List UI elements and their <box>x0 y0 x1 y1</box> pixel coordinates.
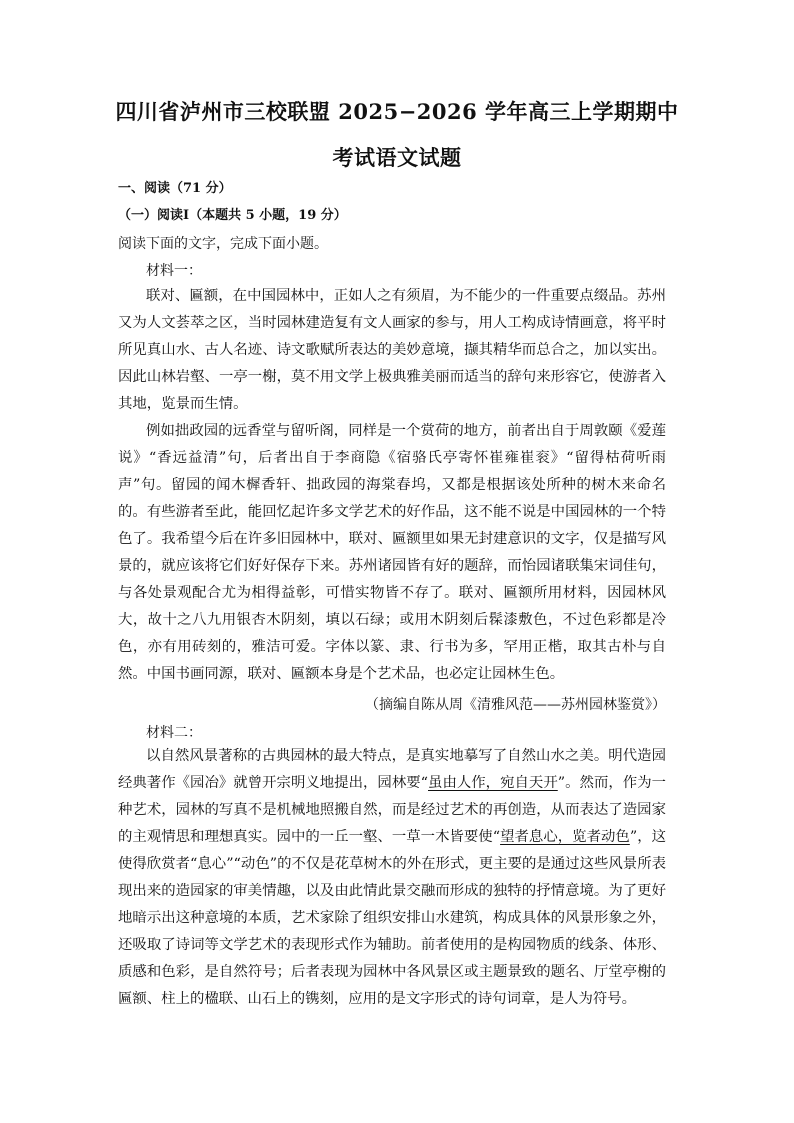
material2-text-c: ”，这使得欣赏者“息心”“动色”的不仅是花草树木的外在形式，更主要的是通过这些风景所表现出来的造园家的审美情趣，以及由此情此景交融而形成的独特的抒情意境。为了更好地暗示出这种意境的本质，艺术家除了组织安排山水建筑，构成具体的风景形象之外，还吸取了诗词等文学艺术的表现形式作为辅助。前者使用的是构园物质的线条、体形、质感和色彩，是自然符号；后者表现为园林中各风景区或主题景致的题名、厅堂亭榭的匾额、柱上的楹联、山石上的镌刻，应用的是文字形式的诗句词章，是人为符号。 <box>118 829 666 1007</box>
subsection-heading: （一）阅读Ⅰ（本题共 5 小题，19 分） <box>118 208 347 223</box>
material1-paragraph2: 例如拙政园的远香堂与留听阁，同样是一个赏荷的地方，前者出自于周敦颐《爱莲说》“香远益清”句，后者出自于李商隐《宿骆氏亭寄怀崔雍崔衮》“留得枯荷听雨声”句。留园的闻木樨香轩、拙政园的海棠春坞，又都是根据该处所种的树木来命名的。有些游者至此，能回忆起许多文学艺术的好作品，这不能不说是中国园林的一个特色了。我希望今后在许多旧园林中，联对、匾额里如果无封建意识的文字，仅是描写风景的，就应该将它们好好保存下来。苏州诸园皆有好的题辞，而怡园诸联集宋词佳句，与各处景观配合尤为相得益彰，可惜实物皆不存了。联对、匾额所用材料，因园林风大，故十之八九用银杏木阴刻，填以石绿；或用木阴刻后髹漆敷色，不过色彩都是冷色，亦有用砖刻的，雅洁可爱。字体以篆、隶、行书为多，罕用正楷，取其古朴与自然。中国书画同源，联对、匾额本身是个艺术品，也必定让园林生色。 <box>118 423 666 682</box>
material2-text-a: 以自然风景著称的古典园林的最大特点，是真实地摹写了自然山水之美。明代造园经典著作《园冶》就曾开宗明义地提出，园林要“ <box>118 748 666 791</box>
material2-label: 材料二： <box>146 725 202 741</box>
material2-paragraph <box>118 743 666 1013</box>
exam-title-line1: 四川省泸州市三校联盟 2025−2026 学年高三上学期期中 <box>115 99 679 124</box>
instruction-text: 阅读下面的文字，完成下面小题。 <box>118 236 328 252</box>
material2-text-b: ”。然而，作为一种艺术，园林的写真不是机械地照搬自然，而是经过艺术的再创造，从而表达了造园家的主观情思和理想真实。园中的一丘一壑、一草一木皆要使“ <box>118 775 666 845</box>
material1-label: 材料一： <box>146 263 202 279</box>
exam-title-line2: 考试语文试题 <box>332 145 462 170</box>
underlined-quote-1: 虽由人作，宛自天开 <box>428 775 558 791</box>
underlined-quote-2: 望者息心，览者动色 <box>500 829 630 845</box>
material1-paragraph1: 联对、匾额，在中国园林中，正如人之有须眉，为不能少的一件重要点缀品。苏州又为人文荟萃之区，当时园林建造复有文人画家的参与，用人工构成诗情画意，将平时所见真山水、古人名迹、诗文歌赋所表达的美妙意境，撷其精华而总合之，加以实出。因此山林岩壑、一亭一榭，莫不用文学上极典雅美丽而适当的辞句来形容它，使游者入其地，览景而生情。 <box>118 288 666 412</box>
material1-source: （摘编自陈从周《清雅风范——苏州园林鉴赏》） <box>365 697 666 713</box>
section-heading: 一、阅读（71 分） <box>118 181 232 196</box>
